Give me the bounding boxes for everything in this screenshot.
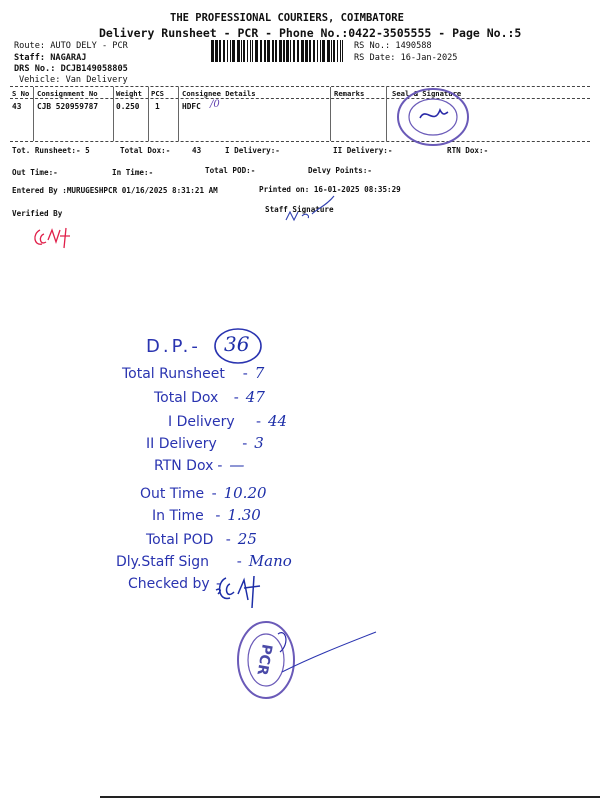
verifier-signature-icon [30,220,80,254]
dp-value: 36 [224,332,250,356]
th-consignment: Consignment No [37,89,98,98]
rs-date: RS Date: 16-Jan-2025 [354,53,458,63]
checklist-value: 25 [237,530,257,548]
runsheet-subtitle: Delivery Runsheet - PCR - Phone No.:0422-3505555 - Page No.:5 [99,26,522,40]
checklist-dash: - [215,508,221,524]
vehicle-text: Vehicle: Van Delivery [19,75,128,85]
scan-edge [100,796,600,798]
total-dox-value: 43 [192,146,202,155]
printed-on: Printed on: 16-01-2025 08:35:29 [259,185,401,194]
dp-label: D.P.- [146,336,201,357]
checklist-dash: - [236,554,242,570]
th-pcs: PCS [151,89,164,98]
th-sno: S No [12,89,30,98]
checklist-dash: - [233,390,239,406]
staff-signature-icon [282,190,342,224]
i-delivery-label: I Delivery:- [225,146,280,155]
route-text: Route: AUTO DELY - PCR [14,41,128,51]
cell-weight: 0.250 [116,102,140,111]
th-remarks: Remarks [334,89,365,98]
company-title: THE PROFESSIONAL COURIERS, COIMBATORE [170,12,404,24]
out-time-label: Out Time:- [12,168,58,177]
col-divider [33,87,34,141]
cell-consignment: CJB 520959787 [37,102,99,111]
total-pod-label: Total POD:- [205,166,256,175]
delvy-points-label: Delvy Points:- [308,166,373,175]
checklist-value: Mano [248,552,292,570]
checklist-value: 3 [254,434,264,452]
staff-signature-label: Staff Signature [265,205,334,214]
checklist-value: 47 [245,388,265,406]
checklist-label: Total POD [146,532,214,548]
entered-by: Entered By :MURUGESHPCR 01/16/2025 8:31:21 AM [12,186,218,195]
cell-consignee: HDFC [182,102,201,111]
checklist-dash: - [242,436,248,452]
checklist-value: 7 [254,364,265,382]
tot-runsheet: Tot. Runsheet:- 5 [12,146,90,155]
th-seal: Seal & Signature [392,89,462,98]
table-top-rule [10,86,590,87]
checklist-value: 44 [268,412,288,430]
cell-sno: 43 [12,102,22,111]
checklist-dash: - [217,458,223,474]
checklist-value: 1.30 [227,506,261,524]
checklist-dash: - [256,414,262,430]
checklist-label: Out Time [140,486,205,502]
th-consignee: Consignee Details [182,89,256,98]
col-divider [148,87,149,141]
checklist-label: I Delivery [168,414,235,430]
checklist-label: RTN Dox [154,458,214,474]
seal-stamp-icon [390,86,476,148]
rtn-dox-label: RTN Dox:- [447,146,489,155]
checker-signature-icon [212,570,278,610]
table-bottom-rule [10,141,590,142]
col-divider [178,87,179,141]
checklist-dash: - [225,532,231,548]
drs-number: DRS No.: DCJB149058805 [14,64,128,74]
checklist-label: Total Runsheet [122,366,225,382]
checklist-label: Checked by [128,576,210,592]
table-header-rule [10,98,590,99]
rs-number: RS No.: 1490588 [354,41,432,51]
checklist-value: — [229,456,245,474]
seal-text: PCR [253,642,275,677]
total-dox-label: Total Dox:- [120,146,171,155]
th-weight: Weight [116,89,142,98]
checklist-label: Dly.Staff Sign [116,554,209,570]
checklist-value: 10.20 [223,484,267,502]
barcode [211,40,346,62]
col-divider [386,87,387,141]
col-divider [113,87,114,141]
checklist-dash: - [211,486,217,502]
verified-by-label: Verified By [12,209,63,218]
col-divider [330,87,331,141]
checklist-label: Total Dox [154,390,219,406]
ii-delivery-label: II Delivery:- [333,146,393,155]
checklist-dash: - [242,366,248,382]
in-time-label: In Time:- [112,168,154,177]
cell-consignee-note: /0 [210,99,220,110]
checklist-dash: - [216,576,222,592]
checklist-label: II Delivery [146,436,217,452]
checklist-label: In Time [152,508,204,524]
pen-stroke-icon [280,628,380,674]
staff-text: Staff: NAGARAJ [14,53,87,63]
cell-pcs: 1 [155,102,160,111]
